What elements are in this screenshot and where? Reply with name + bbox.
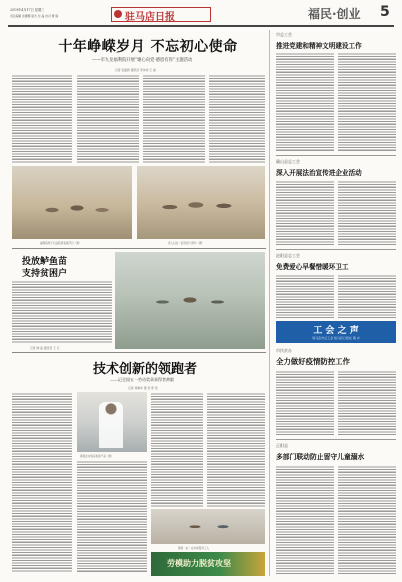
paper-name: 驻马店日报 bbox=[125, 12, 175, 23]
right-title-2: 深入开展法治宣传进企业活动 bbox=[276, 169, 362, 177]
poverty-photo-fish-release bbox=[115, 252, 265, 349]
lead-subtitle: ——市九龙福利院开展“谢心向党·感恩有你”主题活动 bbox=[92, 58, 193, 63]
right-title-4: 全力做好疫情防控工作 bbox=[276, 357, 350, 366]
editor-line: 责任编辑 张娜娜 版式 付 晶 校对 曹 瑞 bbox=[10, 14, 59, 18]
right-title-5: 多部门联动防止留守儿童溺水 bbox=[276, 453, 365, 461]
lead-bottom-rule bbox=[12, 248, 266, 249]
lead-text-col-2 bbox=[77, 74, 139, 164]
right-column-divider bbox=[269, 30, 270, 576]
tech-subtitle: ——记全国五一劳动奖章获得者黄毅 bbox=[110, 377, 174, 382]
poverty-text bbox=[12, 280, 112, 344]
tech-photo2-caption: 黄毅（右）在车间指导工人 bbox=[178, 547, 210, 550]
masthead-rule bbox=[8, 25, 394, 27]
right-title-3: 免费爱心早餐惜暖环卫工 bbox=[276, 263, 349, 271]
section-title: 福民·创业 bbox=[308, 7, 361, 21]
right-text-5b bbox=[338, 465, 396, 575]
poverty-title-line1: 投放鲈鱼苗 bbox=[22, 257, 68, 267]
right-text-2a bbox=[276, 180, 334, 246]
tech-byline: 记者 刘晓华 通 讯 郑 浩 bbox=[128, 386, 158, 390]
page-number: 5 bbox=[380, 4, 390, 20]
lead-byline: 记者 张建新 通讯员 李伟伟 王 丽 bbox=[115, 68, 156, 72]
right-text-2b bbox=[338, 180, 396, 246]
poverty-bottom-rule bbox=[12, 352, 266, 353]
right-rule-2 bbox=[276, 249, 396, 250]
tech-title: 技术创新的领跑者 bbox=[92, 362, 197, 377]
lead-photo-elders bbox=[137, 166, 265, 239]
lead-photo1-caption: 福利院孩子们在院里表演节目（图） bbox=[40, 242, 82, 245]
tech-text-col-3 bbox=[151, 392, 203, 507]
logo-mark bbox=[114, 10, 122, 18]
tech-text-col-4 bbox=[207, 392, 265, 507]
right-text-5a bbox=[276, 465, 334, 575]
masthead bbox=[8, 4, 396, 26]
right-rule-4 bbox=[276, 439, 396, 440]
lead-photo2-caption: 老人们在一起庆祝十周年（图） bbox=[168, 242, 205, 245]
right-text-3b bbox=[338, 274, 396, 318]
right-text-3a bbox=[276, 274, 334, 318]
lead-title: 十年峥嵘岁月 不忘初心使命 bbox=[58, 39, 238, 55]
poverty-title-line2: 支持贫困户 bbox=[22, 269, 68, 279]
right-text-1b bbox=[338, 52, 396, 152]
union-voice-banner bbox=[276, 321, 396, 343]
poverty-byline: 记者 晓 溪 通讯员 王 红 bbox=[30, 346, 60, 350]
right-text-1a bbox=[276, 52, 334, 152]
tech-photo1-caption: 黄毅在实验室检查产品（图） bbox=[80, 455, 114, 458]
right-text-4a bbox=[276, 370, 334, 436]
banner-title: 工 会 之 声 bbox=[313, 326, 359, 336]
right-title-1: 推进党建和精神文明建设工作 bbox=[276, 42, 362, 50]
right-tag-2: 确山县总工会 bbox=[276, 159, 300, 164]
right-text-4b bbox=[338, 370, 396, 436]
tech-text-col-1 bbox=[12, 392, 72, 572]
paper-logo bbox=[111, 7, 211, 22]
right-tag-4: 市扶贫办 bbox=[276, 348, 292, 353]
right-tag-5: 正阳县 bbox=[276, 443, 288, 448]
ad-text: 劳模助力脱贫攻坚 bbox=[167, 559, 231, 568]
right-tag-1: 市总工会 bbox=[276, 32, 292, 37]
lead-photo-children bbox=[12, 166, 132, 239]
tech-photo-workshop bbox=[151, 509, 265, 544]
lead-text-col-3 bbox=[143, 74, 205, 164]
lead-text-col-4 bbox=[209, 74, 265, 164]
tech-text-col-2 bbox=[77, 460, 147, 572]
ad-banner bbox=[151, 552, 265, 576]
banner-subtitle: 驻马店市总工会 驻马店日报社 联 办 bbox=[312, 336, 360, 340]
date-line: 2019年4月17日 星期三 bbox=[10, 8, 45, 12]
lead-text-col-1 bbox=[12, 74, 72, 164]
right-tag-3: 泌阳县总工会 bbox=[276, 253, 300, 258]
tech-photo-lab bbox=[77, 392, 147, 452]
right-rule-1 bbox=[276, 155, 396, 156]
